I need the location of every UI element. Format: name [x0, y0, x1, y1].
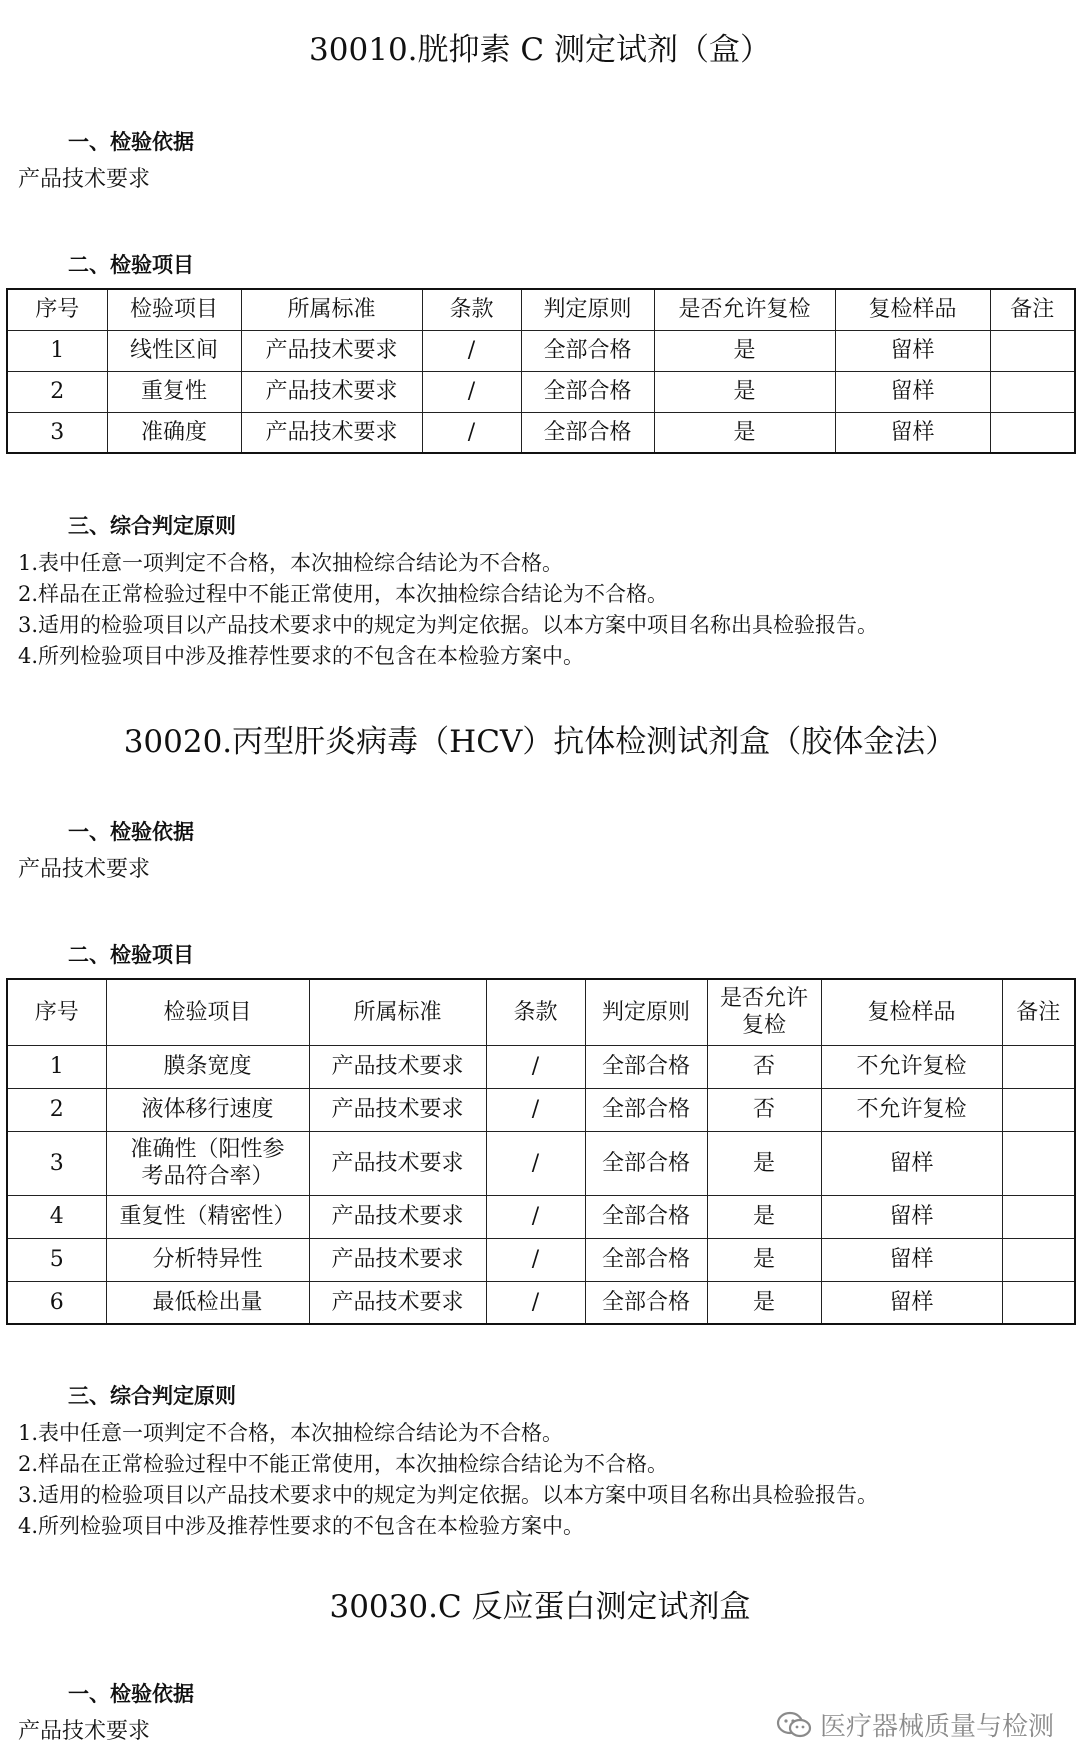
basis-heading: 一、检验依据: [68, 820, 194, 844]
table-cell: 产品技术要求: [309, 1045, 486, 1088]
principles-heading: 三、综合判定原则: [68, 514, 236, 538]
table-cell: 留样: [821, 1238, 1002, 1281]
table-cell: 产品技术要求: [309, 1195, 486, 1238]
table-cell: 不允许复检: [821, 1088, 1002, 1131]
table-cell: 2: [7, 371, 107, 412]
table-row: [7, 1281, 1075, 1324]
table-cell: 全部合格: [585, 1045, 707, 1088]
header-cell: 条款: [486, 979, 585, 1045]
table-cell: 是: [654, 371, 835, 412]
table-cell: 产品技术要求: [241, 412, 422, 453]
table-row: [7, 1045, 1075, 1088]
principles-list: [18, 548, 878, 672]
table-cell: 产品技术要求: [309, 1088, 486, 1131]
header-cell: 检验项目: [107, 289, 241, 330]
principle-item: 2.样品在正常检验过程中不能正常使用，本次抽检综合结论为不合格。: [18, 1452, 669, 1476]
table-cell: /: [486, 1045, 585, 1088]
table-row: [7, 1131, 1075, 1195]
watermark-text: 医疗器械质量与检测: [819, 1712, 1054, 1742]
basis-heading: 一、检验依据: [68, 130, 194, 154]
table-row: [7, 330, 1075, 371]
basis-text: 产品技术要求: [18, 167, 151, 192]
table-cell: /: [486, 1238, 585, 1281]
table-row: [7, 1195, 1075, 1238]
inspection-table: [6, 288, 1076, 454]
wechat-icon: [776, 1711, 812, 1739]
table-cell: [1002, 1088, 1075, 1131]
table-cell: 全部合格: [585, 1088, 707, 1131]
table-cell: 留样: [821, 1281, 1002, 1324]
table-cell: 产品技术要求: [309, 1131, 486, 1195]
table-cell: 是: [707, 1238, 821, 1281]
table-cell: 全部合格: [521, 330, 654, 371]
table-cell: 是: [707, 1281, 821, 1324]
table-cell: /: [422, 412, 521, 453]
table-cell: [1002, 1281, 1075, 1324]
table-header-row: [7, 979, 1075, 1045]
header-cell: 复检样品: [835, 289, 990, 330]
table-row: [7, 1088, 1075, 1131]
principles-list: [18, 1418, 878, 1542]
table-cell: /: [486, 1281, 585, 1324]
principle-item: 3.适用的检验项目以产品技术要求中的规定为判定依据。以本方案中项目名称出具检验报告。: [18, 613, 879, 637]
table-cell: 3: [7, 1131, 106, 1195]
table-cell: 全部合格: [585, 1238, 707, 1281]
table-cell: /: [486, 1088, 585, 1131]
basis-text: 产品技术要求: [18, 1719, 151, 1744]
table-cell: 否: [707, 1045, 821, 1088]
table-cell: /: [422, 330, 521, 371]
table-cell: 膜条宽度: [106, 1045, 309, 1088]
table-cell: [990, 412, 1075, 453]
table-cell: 重复性: [107, 371, 241, 412]
table-cell: 液体移行速度: [106, 1088, 309, 1131]
inspection-table: [6, 978, 1076, 1325]
table-cell: 是: [707, 1131, 821, 1195]
table-cell: 留样: [835, 412, 990, 453]
table-cell: [990, 330, 1075, 371]
table-cell: 全部合格: [521, 371, 654, 412]
principle-item: 2.样品在正常检验过程中不能正常使用，本次抽检综合结论为不合格。: [18, 582, 669, 606]
table-cell: 全部合格: [521, 412, 654, 453]
basis-text: 产品技术要求: [18, 857, 151, 882]
principle-item: 1.表中任意一项判定不合格，本次抽检综合结论为不合格。: [18, 551, 564, 575]
table-cell: [1002, 1238, 1075, 1281]
header-cell: 所属标准: [309, 979, 486, 1045]
table-cell: /: [486, 1131, 585, 1195]
header-cell: 备注: [1002, 979, 1075, 1045]
principle-item: 4.所列检验项目中涉及推荐性要求的不包含在本检验方案中。: [18, 1514, 585, 1538]
table-cell: 留样: [821, 1131, 1002, 1195]
table-cell: 留样: [835, 330, 990, 371]
table-header-row: [7, 289, 1075, 330]
table-cell: 全部合格: [585, 1131, 707, 1195]
watermark: [776, 1706, 1054, 1743]
table-cell: 4: [7, 1195, 106, 1238]
table-row: [7, 412, 1075, 453]
table-cell: 是: [654, 330, 835, 371]
table-cell: 5: [7, 1238, 106, 1281]
header-cell: 复检样品: [821, 979, 1002, 1045]
header-cell: 判定原则: [521, 289, 654, 330]
table-cell: 1: [7, 330, 107, 371]
table-cell: [1002, 1045, 1075, 1088]
items-heading: 二、检验项目: [68, 943, 194, 967]
table-cell: 准确度: [107, 412, 241, 453]
header-cell: 检验项目: [106, 979, 309, 1045]
table-row: [7, 371, 1075, 412]
section-title: 30030.C 反应蛋白测定试剂盒: [329, 1589, 751, 1625]
header-cell: 备注: [990, 289, 1075, 330]
table-cell: [1002, 1131, 1075, 1195]
header-cell: 序号: [7, 979, 106, 1045]
header-cell: 条款: [422, 289, 521, 330]
header-cell: 是否允许复检: [654, 289, 835, 330]
principle-item: 1.表中任意一项判定不合格，本次抽检综合结论为不合格。: [18, 1421, 564, 1445]
table-cell: 重复性（精密性）: [106, 1195, 309, 1238]
section-title: 30010.胱抑素 C 测定试剂（盒）: [309, 32, 771, 68]
header-cell: 所属标准: [241, 289, 422, 330]
header-cell: 判定原则: [585, 979, 707, 1045]
table-cell: 最低检出量: [106, 1281, 309, 1324]
header-cell: 序号: [7, 289, 107, 330]
table-cell: [1002, 1195, 1075, 1238]
table-cell: 留样: [821, 1195, 1002, 1238]
table-cell: 产品技术要求: [241, 330, 422, 371]
table-cell: 全部合格: [585, 1195, 707, 1238]
table-cell: [990, 371, 1075, 412]
table-cell: /: [486, 1195, 585, 1238]
table-cell: 1: [7, 1045, 106, 1088]
table-cell: 2: [7, 1088, 106, 1131]
table-cell: 留样: [835, 371, 990, 412]
table-row: [7, 1238, 1075, 1281]
basis-heading: 一、检验依据: [68, 1682, 194, 1706]
principle-item: 3.适用的检验项目以产品技术要求中的规定为判定依据。以本方案中项目名称出具检验报告。: [18, 1483, 879, 1507]
table-cell: 不允许复检: [821, 1045, 1002, 1088]
table-cell: 产品技术要求: [241, 371, 422, 412]
principles-heading: 三、综合判定原则: [68, 1384, 236, 1408]
table-cell: 否: [707, 1088, 821, 1131]
section-title: 30020.丙型肝炎病毒（HCV）抗体检测试剂盒（胶体金法）: [123, 724, 957, 760]
table-cell: 是: [707, 1195, 821, 1238]
table-cell: 准确性（阳性参考品符合率）: [106, 1131, 309, 1195]
table-cell: 产品技术要求: [309, 1281, 486, 1324]
table-cell: /: [422, 371, 521, 412]
table-cell: 3: [7, 412, 107, 453]
table-cell: 线性区间: [107, 330, 241, 371]
table-cell: 是: [654, 412, 835, 453]
table-cell: 全部合格: [585, 1281, 707, 1324]
principle-item: 4.所列检验项目中涉及推荐性要求的不包含在本检验方案中。: [18, 644, 585, 668]
table-cell: 6: [7, 1281, 106, 1324]
table-cell: 分析特异性: [106, 1238, 309, 1281]
items-heading: 二、检验项目: [68, 253, 194, 277]
header-cell: 是否允许复检: [707, 979, 821, 1045]
table-cell: 产品技术要求: [309, 1238, 486, 1281]
